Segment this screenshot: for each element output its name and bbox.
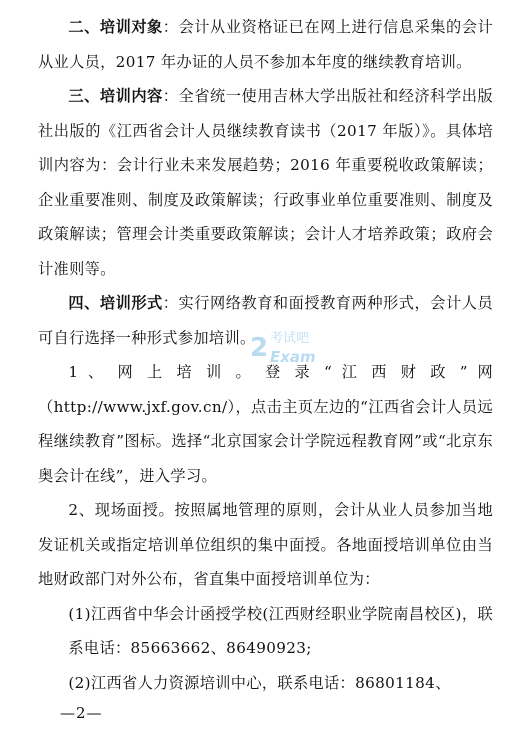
section-training-targets xyxy=(38,10,493,79)
training-unit-1: (1)江西省中华会计函授学校(江西财经职业学院南昌校区)，联系电话：85663662、86490923; xyxy=(68,604,493,657)
section-heading: 二、培训对象 xyxy=(68,18,163,36)
onsite-training-paragraph: 2、现场面授。按照属地管理的原则，会计从业人员参加当地发证机关或指定培训单位组织的集中面授。各地面授培训单位由当地财政部门对外公布，省直集中面授培训单位为： xyxy=(38,501,493,588)
section-text: ：会计从业资格证已在网上进行信息采集的会计从业人员，2017 年办证的人员不参加本年度的继续教育培训。 xyxy=(38,18,493,71)
training-unit-2: (2)江西省人力资源培训中心，联系电话：86801184、 xyxy=(68,673,451,692)
section-training-content xyxy=(38,79,493,286)
watermark-latin: Exam xyxy=(270,348,316,366)
page-number: —2— xyxy=(60,704,103,722)
watermark-text: 考试吧 xyxy=(270,331,310,346)
section-text: ：全省统一使用吉林大学出版社和经济科学出版社出版的《江西省会计人员继续教育读书（2017 年版）》。具体培训内容为：会计行业未来发展趋势；2016 年重要税收政策解读；企业重要准则、制度及政策解读；行政事业单位重要准则、制度及政策解读；管理会计类重要政策解读；会计人才培养政策；政府会计准则等。 xyxy=(38,87,493,278)
watermark-logo xyxy=(248,326,324,370)
online-training-paragraph: 1 、 网 上 培 训 。 登 录 “ 江 西 财 政 ” 网（http://www.jxf.gov.cn/），点击主页左边的“江西省会计人员远程继续教育”图标。选择“北京国家会计学院远程教育网”或“北京东奥会计在线”，进入学习。 xyxy=(38,363,493,485)
section-heading: 四、培训形式 xyxy=(68,294,163,312)
section-heading: 三、培训内容 xyxy=(68,87,163,105)
section-text: ：实行网络教育和面授教育两种形式，会计人员可自行选择一种形式参加培训。 xyxy=(38,294,493,347)
watermark-number: 2 xyxy=(250,333,269,363)
